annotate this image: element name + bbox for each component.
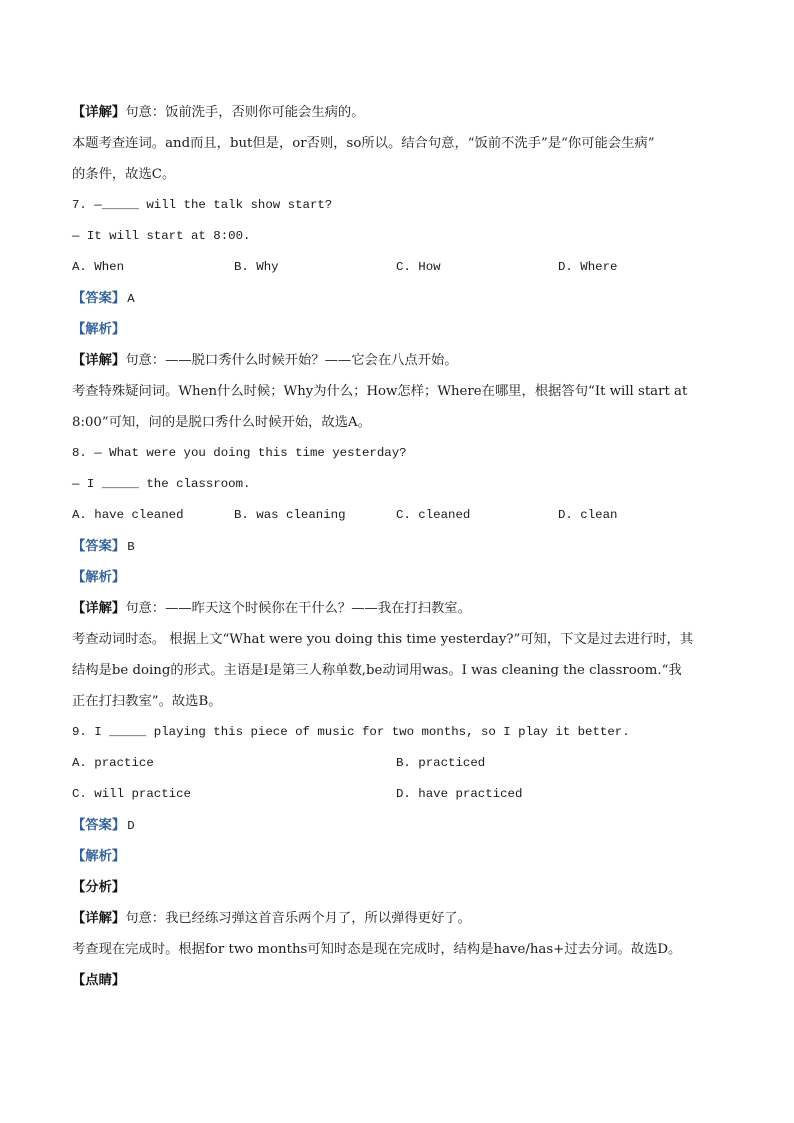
option-c: C. cleaned [396,508,471,522]
analysis-tag: 【解析】 [72,322,126,337]
answer-tag: 【答案】 [72,818,126,833]
detail-tag: 【详解】 [72,105,126,120]
explanation-line: 本题考查连词。and而且，but但是，or否则，so所以。结合句意，“饭前不洗手”是“你可能会生病” [72,136,655,151]
question-8-reply: — I _____ the classroom. [72,477,251,491]
question-9-options-row-1 [72,748,728,779]
option-a: A. have cleaned [72,508,184,522]
question-7-reply: — It will start at 8:00. [72,229,251,243]
analysis-line [72,314,728,345]
analysis-tag: 【解析】 [72,570,126,585]
detail-text: 句意：——昨天这个时候你在干什么？——我在打扫教室。 [125,601,471,616]
fenxi-line [72,872,728,903]
explanation-line: 考查现在完成时。根据for two months可知时态是现在完成时，结构是have/has+过去分词。故选D。 [72,942,682,957]
detail-line [72,903,728,934]
answer-line [72,810,728,841]
detail-text: 句意：饭前洗手，否则你可能会生病的。 [125,105,365,120]
option-b: B. practiced [396,756,486,770]
detail-line [72,97,728,128]
detail-text: 句意：我已经练习弹这首音乐两个月了，所以弹得更好了。 [125,911,471,926]
question-9-options-row-2 [72,779,728,810]
answer-tag: 【答案】 [72,539,126,554]
answer-line [72,283,728,314]
option-c: C. will practice [72,787,191,801]
question-8-options [72,500,728,531]
option-b: B. Why [234,260,279,274]
fenxi-tag: 【分析】 [72,880,126,895]
question-7-options [72,252,728,283]
analysis-line [72,841,728,872]
explanation-line: 8:00”可知，问的是脱口秀什么时候开始，故选A。 [72,415,371,430]
question-7-stem: 7. —_____ will the talk show start? [72,198,333,212]
option-b: B. was cleaning [234,508,346,522]
option-a: A. practice [72,756,154,770]
explanation-line: 结构是be doing的形式。主语是I是第三人称单数,be动词用was。I was cleaning the classroom.“我 [72,663,682,678]
dianjing-line [72,965,728,996]
explanation-line: 考查特殊疑问词。When什么时候；Why为什么；How怎样；Where在哪里，根据答句“It will start at [72,384,688,399]
answer-line [72,531,728,562]
detail-tag: 【详解】 [72,911,126,926]
option-d: D. have practiced [396,787,523,801]
option-d: D. clean [558,508,618,522]
detail-tag: 【详解】 [72,601,126,616]
detail-line [72,593,728,624]
option-d: D. Where [558,260,618,274]
answer-value: A [127,292,135,306]
detail-tag: 【详解】 [72,353,126,368]
analysis-line [72,562,728,593]
detail-text: 句意：——脱口秀什么时候开始？——它会在八点开始。 [125,353,458,368]
explanation-line: 考查动词时态。 根据上文“What were you doing this time yesterday?”可知，下文是过去进行时，其 [72,632,694,647]
answer-tag: 【答案】 [72,291,126,306]
detail-line [72,345,728,376]
explanation-line: 的条件，故选C。 [72,167,176,182]
option-c: C. How [396,260,441,274]
option-a: A. When [72,260,125,274]
document-page [72,97,728,996]
answer-value: B [127,540,135,554]
question-9-stem: 9. I _____ playing this piece of music for two months, so I play it better. [72,725,630,739]
question-8-stem: 8. — What were you doing this time yesterday? [72,446,407,460]
analysis-tag: 【解析】 [72,849,126,864]
dianjing-tag: 【点睛】 [72,973,126,988]
explanation-line: 正在打扫教室”。故选B。 [72,694,222,709]
answer-value: D [127,819,135,833]
